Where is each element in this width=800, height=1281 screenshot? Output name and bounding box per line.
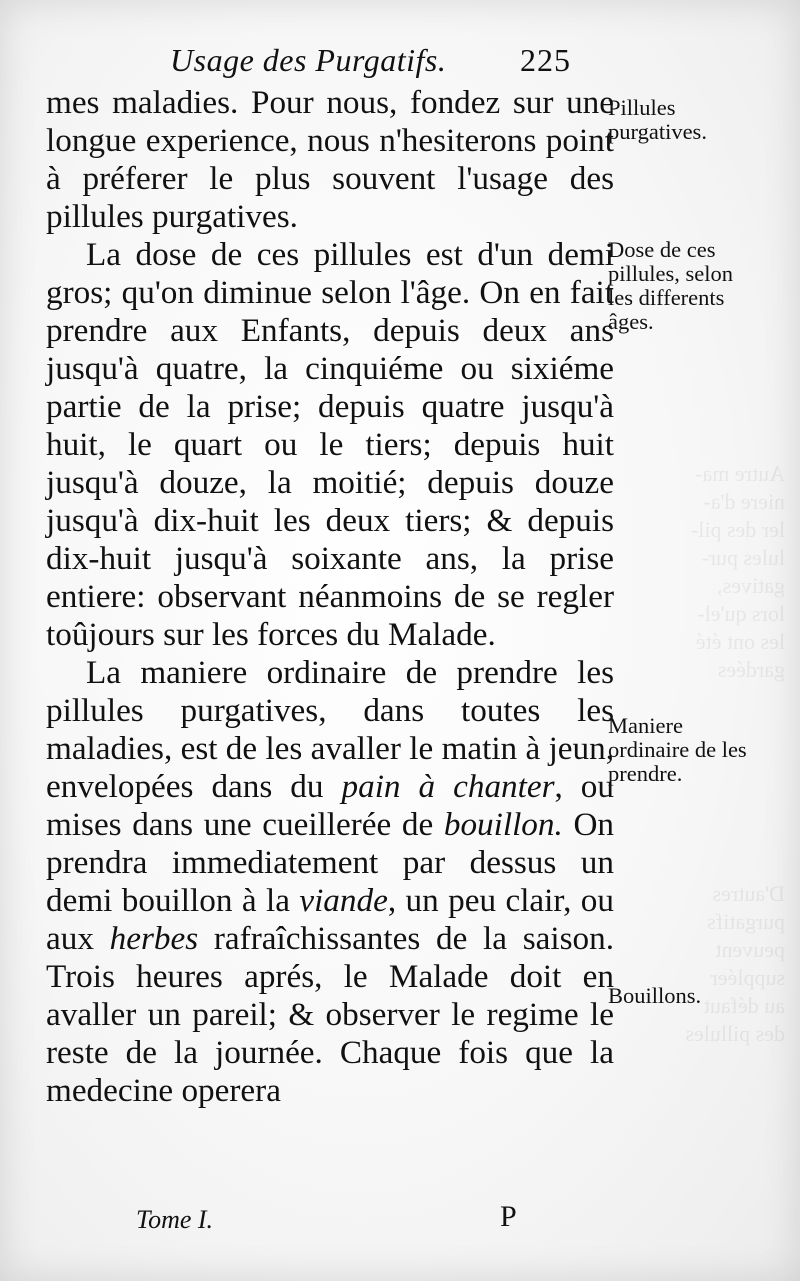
- paragraph: [46, 654, 614, 1110]
- italic-text: viande: [299, 882, 388, 919]
- running-head: Usage des Purgatifs.: [170, 42, 447, 78]
- text-run: rafraîchissantes de la saison. Trois heures aprés, le Malade doit en avaller un pareil; & observer le regime le reste de la journée. Chaque fois que la medecine operera: [46, 920, 614, 1109]
- text-run: La maniere ordinaire de prendre les pillules purgatives, dans toutes les maladies, est de les avaller le matin à jeun, envelopées dans du: [46, 654, 614, 805]
- paragraph: [46, 84, 614, 236]
- margin-note-pillules: Pillules purgatives.: [608, 95, 707, 144]
- italic-text: herbes: [109, 920, 199, 957]
- text-run: mes maladies. Pour nous, fondez sur une longue experience, nous n'hesiterons point à préferer le plus souvent l'usage des pillules purgatives.: [46, 84, 614, 235]
- catchword: P: [500, 1200, 517, 1233]
- margin-note-bouillons: Bouillons.: [608, 983, 702, 1008]
- page-number: 225: [520, 42, 571, 78]
- italic-text: bouillon.: [443, 806, 563, 843]
- show-through: D'autres purgatifs peuvent suppléer au défaut des pillules: [685, 881, 785, 1046]
- text-run: La dose de ces pillules est d'un demi gros; qu'on diminue selon l'âge. On en fait prendre aux Enfants, depuis deux ans jusqu'à quatre, la cinquiéme ou sixiéme partie de la prise; depuis quatre jusqu'à huit, le quart ou le tiers; depuis huit jusqu'à douze, la moitié; depuis douze jusqu'à dix-huit les deux tiers; & depuis dix-huit jusqu'à soixante ans, la prise entiere: observant néanmoins de se regler toûjours sur les forces du Malade.: [46, 236, 614, 653]
- text-run: On prendra immediatement par dessus un demi bouillon à la: [46, 806, 615, 919]
- margin-note-dose: Dose de ces pillules, selon les differents âges.: [608, 237, 733, 334]
- text-run: , un peu clair, ou aux: [46, 882, 614, 957]
- show-through: Autre ma- niere d'a- ler des pil- lules pur- gatives, lors qu'el- les ont été gardées: [690, 461, 785, 682]
- paragraph: [46, 236, 614, 654]
- margin-note-maniere: Maniere ordinaire de les prendre.: [608, 713, 747, 786]
- text-run: , ou mises dans une cueillerée de: [46, 768, 614, 843]
- body-text: [46, 84, 614, 1110]
- italic-text: pain à chanter: [341, 768, 555, 805]
- signature-mark: Tome I.: [136, 1205, 214, 1234]
